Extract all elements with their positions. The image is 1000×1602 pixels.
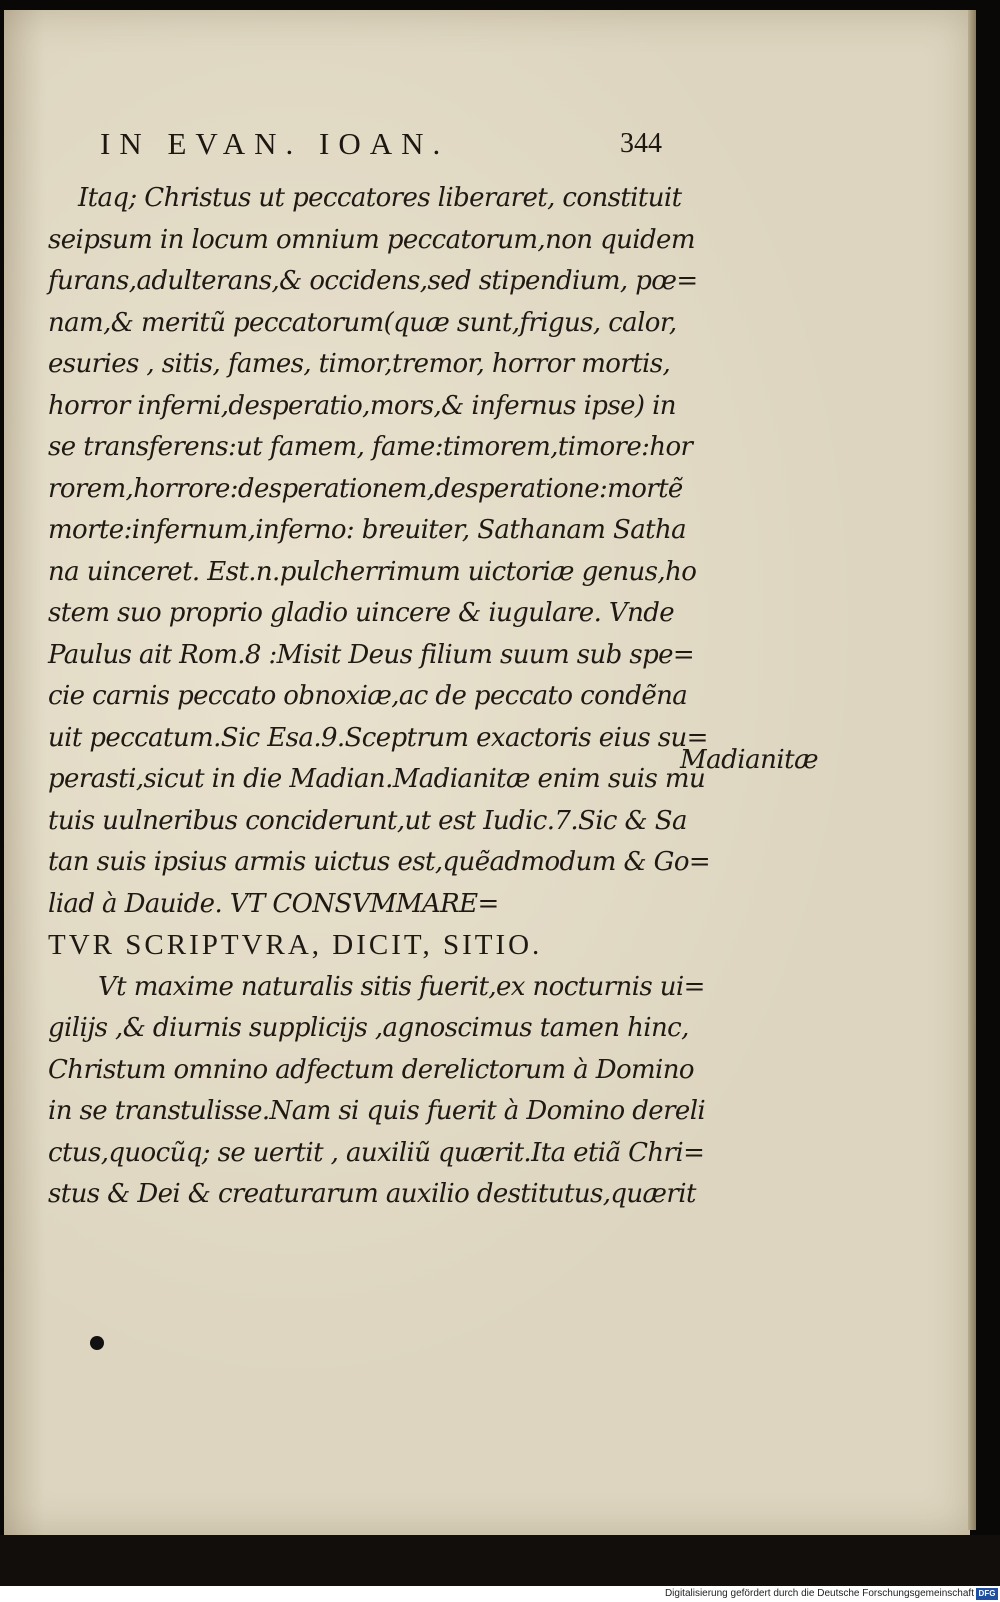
marginal-note: Madianitæ: [680, 745, 819, 775]
text-line: cie carnis peccato obnoxiæ,ac de peccato condẽna: [48, 681, 688, 711]
dfg-logo-icon: DFG: [976, 1588, 998, 1600]
text-line: se transferens:ut famem, fame:timorem,timore:hor: [48, 432, 693, 462]
text-line: horror inferni,desperatio,mors,& infernus ipse) in: [48, 390, 676, 421]
page-edge: [968, 10, 976, 1530]
footer-credit: Digitalisierung gefördert durch die Deutsche Forschungsgemeinschaft: [664, 1588, 974, 1599]
text-line: stus & Dei & creaturarum auxilio destitutus,quærit: [48, 1179, 696, 1209]
text-line: rorem,horrore:desperationem,desperatione:mortẽ: [48, 473, 683, 504]
text-line: liad à Dauide. VT CONSVMMARE=: [48, 888, 499, 919]
text-line: gilijs ,& diurnis supplicijs ,agnoscimus tamen hinc,: [48, 1013, 689, 1043]
text-line: perasti,sicut in die Madian.Madianitæ enim suis mu: [48, 764, 706, 794]
text-line: uit peccatum.Sic Esa.9.Sceptrum exactoris eius su=: [48, 722, 708, 753]
text-line: nam,& meritũ peccatorum(quæ sunt,frigus, calor,: [48, 307, 677, 338]
text-line: Christum omnino adfectum derelictorum à Domino: [48, 1054, 694, 1085]
text-line: esuries , sitis, fames, timor,tremor, horror mortis,: [48, 349, 671, 379]
text-line: tuis uulneribus conciderunt,ut est Iudic.7.Sic & Sa: [48, 805, 687, 836]
running-title: IN EVAN. IOAN.: [100, 126, 450, 161]
body-text: [48, 178, 711, 1216]
text-line: Vt maxime naturalis sitis fuerit,ex nocturnis ui=: [98, 971, 705, 1002]
page-header: [100, 126, 680, 166]
text-line: na uinceret. Est.n.pulcherrimum uictoriæ genus,ho: [48, 556, 697, 587]
text-line: morte:infernum,inferno: breuiter, Sathanam Satha: [48, 515, 686, 545]
text-line: Itaq; Christus ut peccatores liberaret, constituit: [78, 183, 682, 213]
digitization-footer: [0, 1586, 1000, 1602]
ink-spot: [90, 1336, 104, 1350]
text-line: furans,adulterans,& occidens,sed stipendium, pœ=: [48, 266, 698, 296]
section-heading-line: TVR SCRIPTVRA, DICIT, SITIO.: [48, 929, 543, 961]
page-number: 344: [620, 128, 662, 159]
text-line: tan suis ipsius armis uictus est,quẽadmodum & Go=: [48, 847, 711, 877]
text-line: seipsum in locum omnium peccatorum,non quidem: [48, 224, 695, 255]
text-line: stem suo proprio gladio uincere & iugulare. Vnde: [48, 598, 675, 628]
text-line: Paulus ait Rom.8 :Misit Deus filium suum sub spe=: [48, 639, 695, 670]
text-line: in se transtulisse.Nam si quis fuerit à Domino dereli: [48, 1096, 706, 1126]
text-line: ctus,quocũq; se uertit , auxiliũ quærit.Ita etiã Chri=: [48, 1137, 705, 1168]
